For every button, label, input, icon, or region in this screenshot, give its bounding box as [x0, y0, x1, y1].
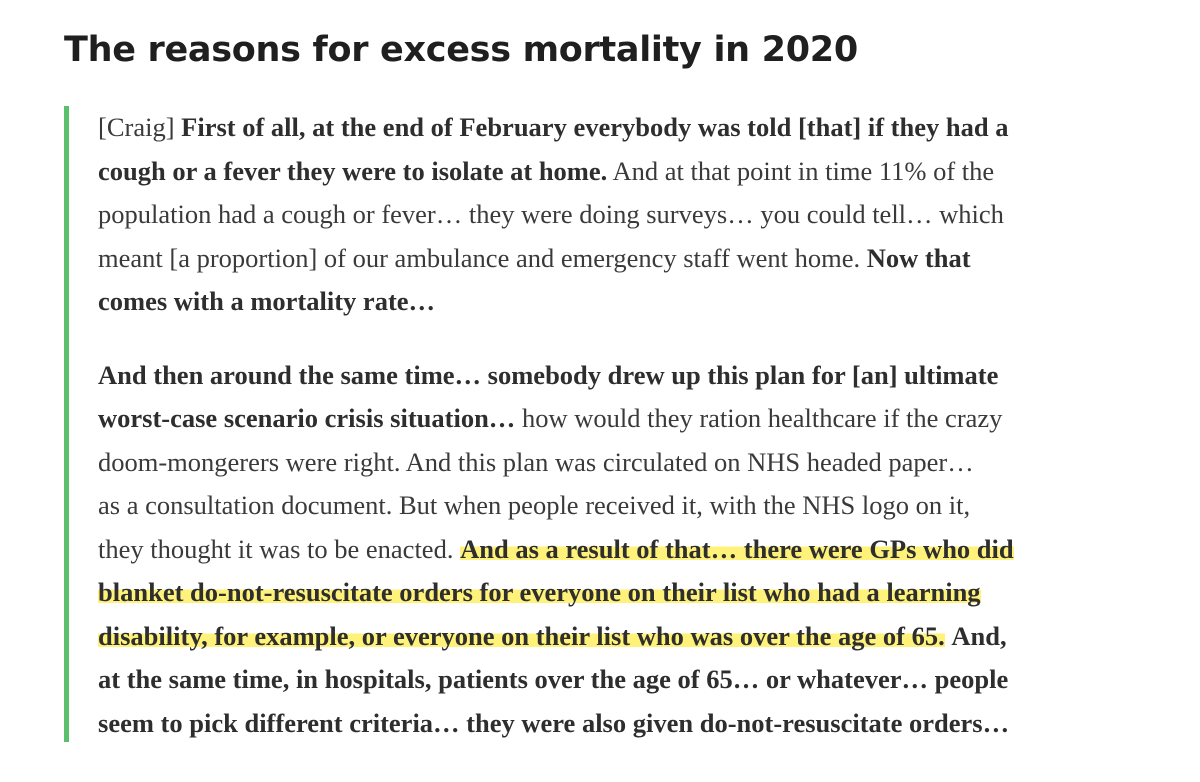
quote-line [98, 150, 1124, 194]
highlighted-text: And as a result of that… there were GPs who did [460, 533, 1014, 564]
blockquote [64, 106, 1124, 742]
body-text: And at that point in time 11% of the [612, 155, 995, 186]
quote-line [98, 571, 1124, 615]
body-text: meant [a proportion] of our ambulance and emergency staff went home. [98, 242, 861, 273]
quote-line [98, 441, 1124, 485]
speaker-label: [Craig] [98, 112, 175, 142]
bold-text: seem to pick different criteria… they were also given do-not-resuscitate orders… [98, 707, 1010, 738]
bold-text: First of all, at the end of February everybody was told [that] if they had a [181, 112, 1009, 142]
bold-text: comes with a mortality rate… [98, 286, 436, 316]
highlighted-text: disability, for example, or everyone on their list who was over the age of 65. [98, 620, 945, 651]
quote-line [98, 106, 1124, 150]
quote-line [98, 193, 1124, 237]
bold-text: And then around the same time… somebody drew up this plan for [an] ultimate [98, 359, 999, 390]
body-text: population had a cough or fever… they were doing surveys… you could tell… which [98, 199, 1004, 229]
quote-line [98, 528, 1124, 572]
bold-text: And, [951, 620, 1007, 651]
quote-line [98, 237, 1124, 281]
quote-line [98, 397, 1124, 441]
quote-paragraph-2 [98, 354, 1124, 746]
section-heading: The reasons for excess mortality in 2020 [64, 30, 858, 70]
bold-text: cough or a fever they were to isolate at home. [98, 155, 608, 186]
body-text: they thought it was to be enacted. [98, 533, 454, 564]
quote-paragraph-1 [98, 106, 1124, 324]
quote-line [98, 702, 1124, 746]
bold-text: Now that [866, 242, 971, 273]
body-text: as a consultation document. But when people received it, with the NHS logo on it, [98, 490, 971, 520]
quote-line [98, 354, 1124, 398]
bold-text: worst-case scenario crisis situation… [98, 403, 516, 433]
bold-text: at the same time, in hospitals, patients over the age of 65… or whatever… people [98, 664, 1009, 694]
quote-line [98, 615, 1124, 659]
quote-line [98, 658, 1124, 702]
quote-line [98, 280, 1124, 324]
highlighted-text: blanket do-not-resuscitate orders for everyone on their list who had a learning [98, 577, 981, 607]
body-text: doom-mongerers were right. And this plan was circulated on NHS headed paper… [98, 446, 974, 477]
quote-line [98, 484, 1124, 528]
body-text: how would they ration healthcare if the crazy [521, 403, 1003, 433]
